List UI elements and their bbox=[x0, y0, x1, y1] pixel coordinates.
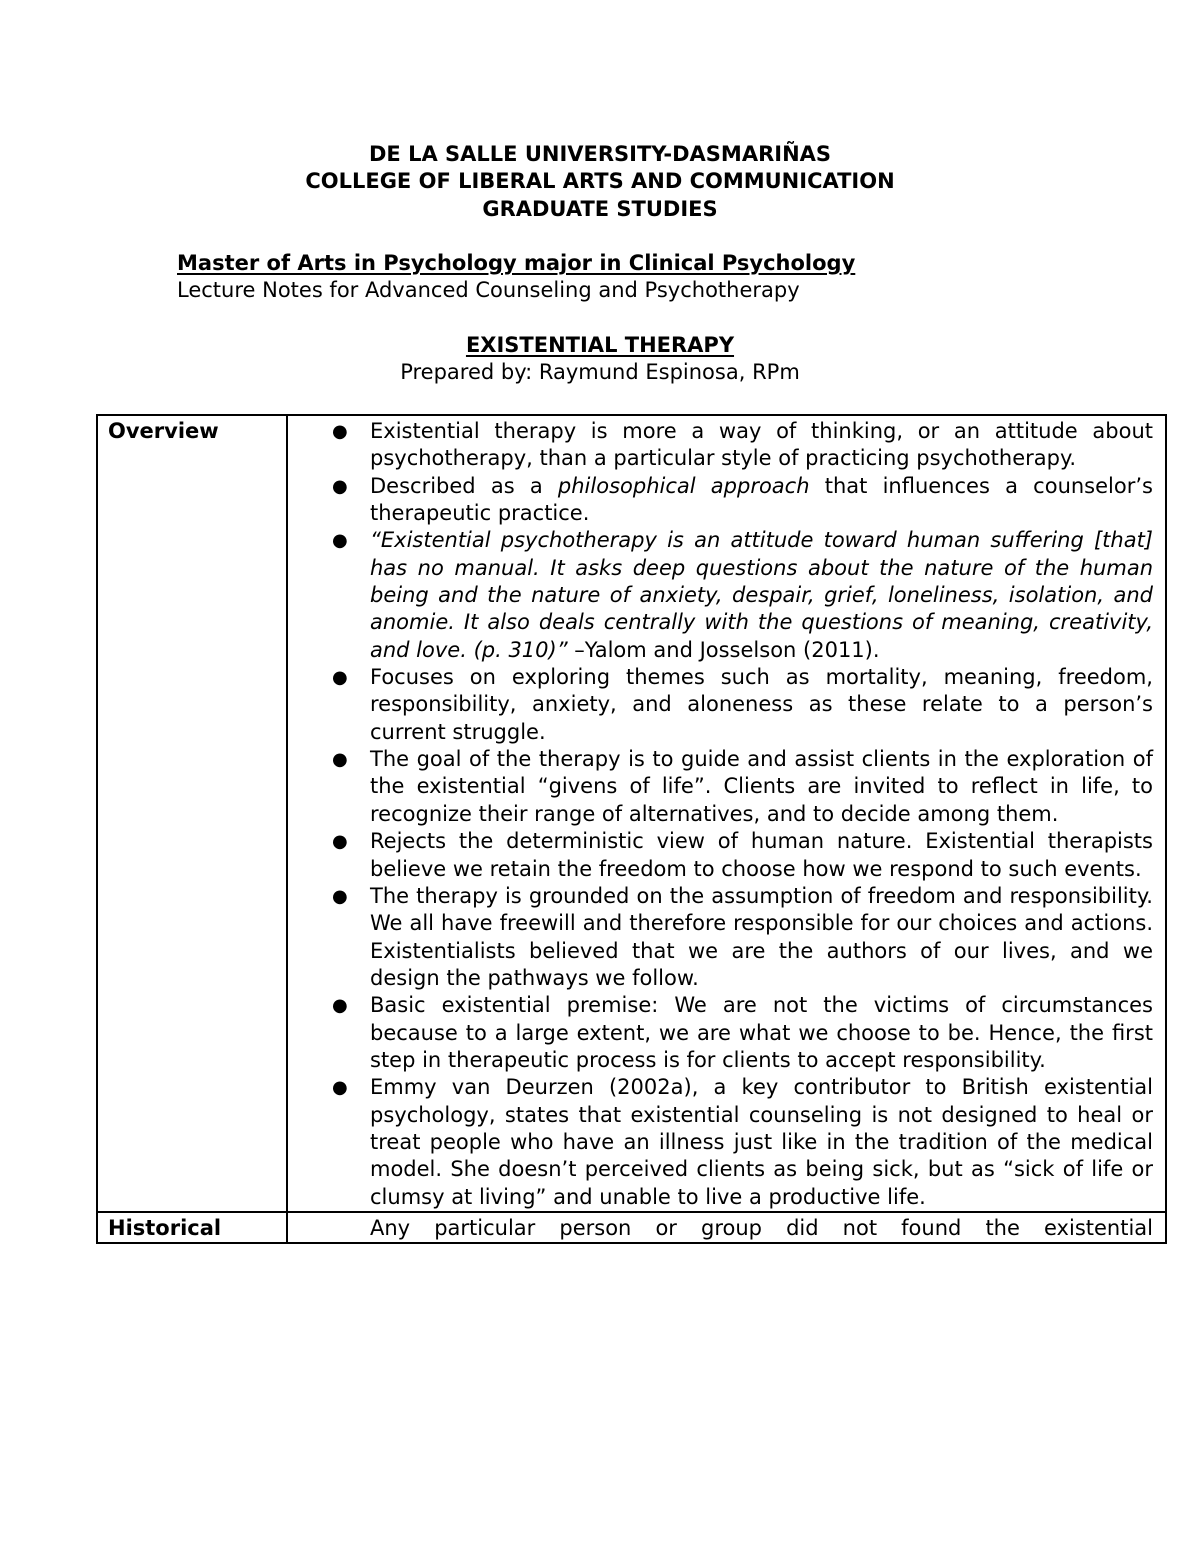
point-text: Focuses on exploring themes such as mortality, meaning, freedom, responsibility, anxiety, and aloneness as these relate to a person’s current struggle. bbox=[370, 665, 1153, 744]
section-row-historical bbox=[97, 1212, 1166, 1243]
bullet-icon bbox=[332, 746, 348, 773]
document-header bbox=[0, 141, 1200, 223]
section-row-overview bbox=[97, 415, 1166, 1212]
list-item bbox=[370, 992, 1153, 1074]
section-label: Overview bbox=[97, 415, 287, 1212]
point-text: Existential therapy is more a way of thinking, or an attitude about psychotherapy, than a particular style of practicing psychotherapy. bbox=[370, 419, 1153, 471]
bullet-list bbox=[288, 1215, 1153, 1242]
bullet-icon bbox=[332, 1074, 348, 1101]
quote-citation: –Yalom and Josselson (2011). bbox=[567, 637, 880, 662]
topic-block bbox=[0, 332, 1200, 387]
list-item bbox=[370, 746, 1153, 828]
point-text: Any particular person or group did not found the existential bbox=[370, 1215, 1153, 1240]
section-body bbox=[287, 1212, 1166, 1243]
list-item bbox=[370, 418, 1153, 473]
list-item bbox=[370, 1074, 1153, 1211]
bullet-icon bbox=[332, 418, 348, 445]
bullet-icon bbox=[332, 992, 348, 1019]
bullet-icon bbox=[332, 473, 348, 500]
point-text-emphasis: philosophical approach bbox=[557, 473, 810, 498]
program-info bbox=[177, 250, 855, 305]
point-text-post: that influences a counselor’s therapeutic practice. bbox=[370, 473, 1153, 526]
section-body bbox=[287, 415, 1166, 1212]
bullet-list bbox=[288, 418, 1153, 1211]
point-text: The goal of the therapy is to guide and assist clients in the exploration of the existential “givens of life”. Clients are invited to reflect in life, to recognize their range of alternatives, and to decide among them. bbox=[370, 747, 1153, 826]
list-item bbox=[370, 473, 1153, 528]
division-name: GRADUATE STUDIES bbox=[482, 196, 718, 221]
list-item bbox=[370, 527, 1153, 664]
college-name: COLLEGE OF LIBERAL ARTS AND COMMUNICATION bbox=[305, 169, 895, 194]
prepared-by: Prepared by: Raymund Espinosa, RPm bbox=[400, 360, 800, 385]
topic-title: EXISTENTIAL THERAPY bbox=[465, 333, 735, 357]
bullet-icon bbox=[332, 883, 348, 910]
point-text-pre: Described as a bbox=[370, 473, 558, 498]
quote-text: “Existential psychotherapy is an attitude toward human suffering [that] has no manual. It asks deep questions about the nature of the human being and the nature of anxiety, despair, grief, loneliness, isolation, and anomie. It also deals centrally with the questions of meaning, creativity, and love. (p. 310)” bbox=[370, 528, 1153, 662]
list-item bbox=[370, 1215, 1153, 1242]
point-text: The therapy is grounded on the assumption of freedom and responsibility. We all have freewill and therefore responsible for our choices and actions. Existentialists believed that we are the authors of our lives, and we design the pathways we follow. bbox=[370, 883, 1153, 990]
university-name: DE LA SALLE UNIVERSITY-DASMARIÑAS bbox=[368, 142, 832, 166]
point-text: Rejects the deterministic view of human nature. Existential therapists believe we retain the freedom to choose how we respond to such events. bbox=[370, 829, 1153, 881]
point-text: Basic existential premise: We are not the victims of circumstances because to a large extent, we are what we choose to be. Hence, the first step in therapeutic process is for clients to accept responsibility. bbox=[370, 993, 1153, 1072]
bullet-icon bbox=[332, 664, 348, 691]
list-item bbox=[370, 828, 1153, 883]
list-item bbox=[370, 664, 1153, 746]
list-item bbox=[370, 883, 1153, 992]
bullet-icon bbox=[332, 828, 348, 855]
bullet-icon bbox=[332, 527, 348, 554]
point-text: Emmy van Deurzen (2002a), a key contributor to British existential psychology, states that existential counseling is not designed to heal or treat people who have an illness just like in the tradition of the medical model. She doesn’t perceived clients as being sick, but as “sick of life or clumsy at living” and unable to live a productive life. bbox=[370, 1075, 1153, 1209]
section-label: Historical bbox=[97, 1212, 287, 1243]
course-title: Lecture Notes for Advanced Counseling and Psychotherapy bbox=[177, 278, 800, 303]
lecture-notes-table bbox=[96, 414, 1167, 1244]
degree-title: Master of Arts in Psychology major in Clinical Psychology bbox=[177, 251, 856, 275]
